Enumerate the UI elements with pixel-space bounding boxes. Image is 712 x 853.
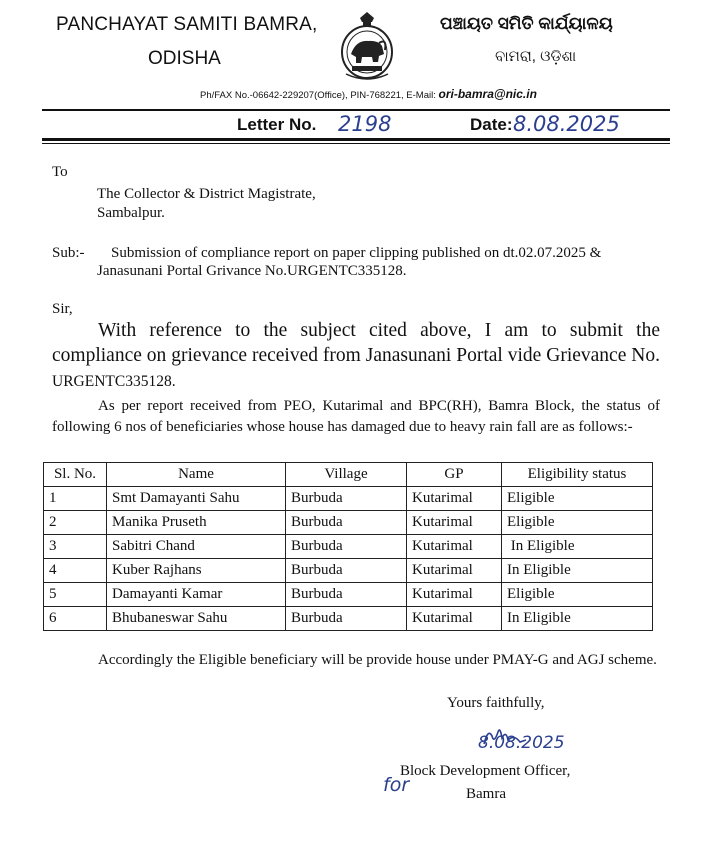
cell-village: Burbuda (286, 487, 407, 511)
subject-line1: Submission of compliance report on paper clipping published on dt.02.07.2025 & (111, 245, 602, 261)
signatory-place: Bamra (466, 786, 506, 802)
contact-text: Ph/FAX No.-06642-229207(Office), PIN-768221, E-Mail: (200, 90, 439, 101)
cell-eligibility: In Eligible (502, 535, 653, 559)
table-row (44, 607, 653, 631)
cell-sl-no: 2 (44, 511, 107, 535)
cell-village: Burbuda (286, 607, 407, 631)
closing-text: Yours faithfully, (447, 695, 545, 711)
header-gp: GP (407, 463, 502, 487)
org-name-odia-line1: ପଞ୍ଚାୟତ ସମିତି କାର୍ଯ୍ୟାଳୟ (440, 14, 613, 33)
cell-gp: Kutarimal (407, 535, 502, 559)
to-label: To (52, 164, 68, 180)
table-row (44, 559, 653, 583)
subject-line2: Janasunani Portal Grivance No.URGENTC335128. (97, 263, 407, 279)
date-value: 8.08.2025 (513, 112, 620, 136)
cell-gp: Kutarimal (407, 607, 502, 631)
cell-village: Burbuda (286, 583, 407, 607)
table-header-row (44, 463, 653, 487)
grievance-number: URGENTC335128. (52, 373, 176, 390)
cell-name: Sabitri Chand (107, 535, 286, 559)
cell-name: Bhubaneswar Sahu (107, 607, 286, 631)
recipient-line2: Sambalpur. (97, 205, 165, 221)
cell-gp: Kutarimal (407, 487, 502, 511)
letter-no-label: Letter No. (237, 115, 317, 134)
signatory-title: Block Development Officer, (400, 763, 571, 779)
cell-sl-no: 3 (44, 535, 107, 559)
salutation: Sir, (52, 301, 73, 317)
cell-name: Damayanti Kamar (107, 583, 286, 607)
cell-gp: Kutarimal (407, 559, 502, 583)
table-row (44, 583, 653, 607)
cell-name: Kuber Rajhans (107, 559, 286, 583)
header-rule-top (42, 109, 670, 111)
table-row (44, 487, 653, 511)
header-village: Village (286, 463, 407, 487)
org-name-english-line1: PANCHAYAT SAMITI BAMRA, (56, 14, 318, 35)
cell-eligibility: Eligible (502, 487, 653, 511)
email-address: ori-bamra@nic.in (438, 87, 537, 101)
header-eligibility: Eligibility status (502, 463, 653, 487)
for-mark: for (383, 774, 410, 796)
cell-village: Burbuda (286, 511, 407, 535)
paragraph-reference-text (52, 318, 660, 394)
cell-eligibility: In Eligible (502, 559, 653, 583)
header-rule-bottom (42, 138, 670, 141)
header-sl-no: Sl. No. (44, 463, 107, 487)
cell-eligibility: Eligible (502, 583, 653, 607)
recipient-line1: The Collector & District Magistrate, (97, 186, 316, 202)
cell-sl-no: 5 (44, 583, 107, 607)
cell-sl-no: 6 (44, 607, 107, 631)
paragraph-reference-body: With reference to the subject cited above, I am to submit the compliance on grievance received from Janasunani Portal vide Grievance No. (52, 320, 660, 366)
cell-eligibility: Eligible (502, 511, 653, 535)
cell-name: Manika Pruseth (107, 511, 286, 535)
cell-village: Burbuda (286, 559, 407, 583)
cell-sl-no: 4 (44, 559, 107, 583)
org-name-english-line2: ODISHA (148, 48, 221, 69)
cell-name: Smt Damayanti Sahu (107, 487, 286, 511)
paragraph-reference (52, 318, 660, 394)
header-rule-bottom-thin (42, 143, 670, 144)
cell-village: Burbuda (286, 535, 407, 559)
cell-gp: Kutarimal (407, 511, 502, 535)
odisha-emblem-icon (338, 10, 396, 84)
paragraph-conclusion: Accordingly the Eligible beneficiary will be provide house under PMAY-G and AGJ scheme. (98, 652, 657, 668)
paragraph-status: As per report received from PEO, Kutarimal and BPC(RH), Bamra Block, the status of following 6 nos of beneficiaries whose house has damaged due to heavy rain fall are as follows:- (52, 398, 660, 435)
date-label: Date: (470, 115, 513, 134)
beneficiary-table (43, 462, 653, 631)
cell-eligibility: In Eligible (502, 607, 653, 631)
cell-gp: Kutarimal (407, 583, 502, 607)
cell-sl-no: 1 (44, 487, 107, 511)
table-row (44, 511, 653, 535)
org-name-odia-line2: ବାମରା, ଓଡ଼ିଶା (495, 48, 577, 65)
letter-no-value: 2198 (338, 112, 392, 136)
table-row (44, 535, 653, 559)
contact-line (200, 87, 537, 101)
header-name: Name (107, 463, 286, 487)
signature-date: 8.08.2025 (478, 733, 565, 753)
subject-label: Sub:- (52, 245, 85, 261)
